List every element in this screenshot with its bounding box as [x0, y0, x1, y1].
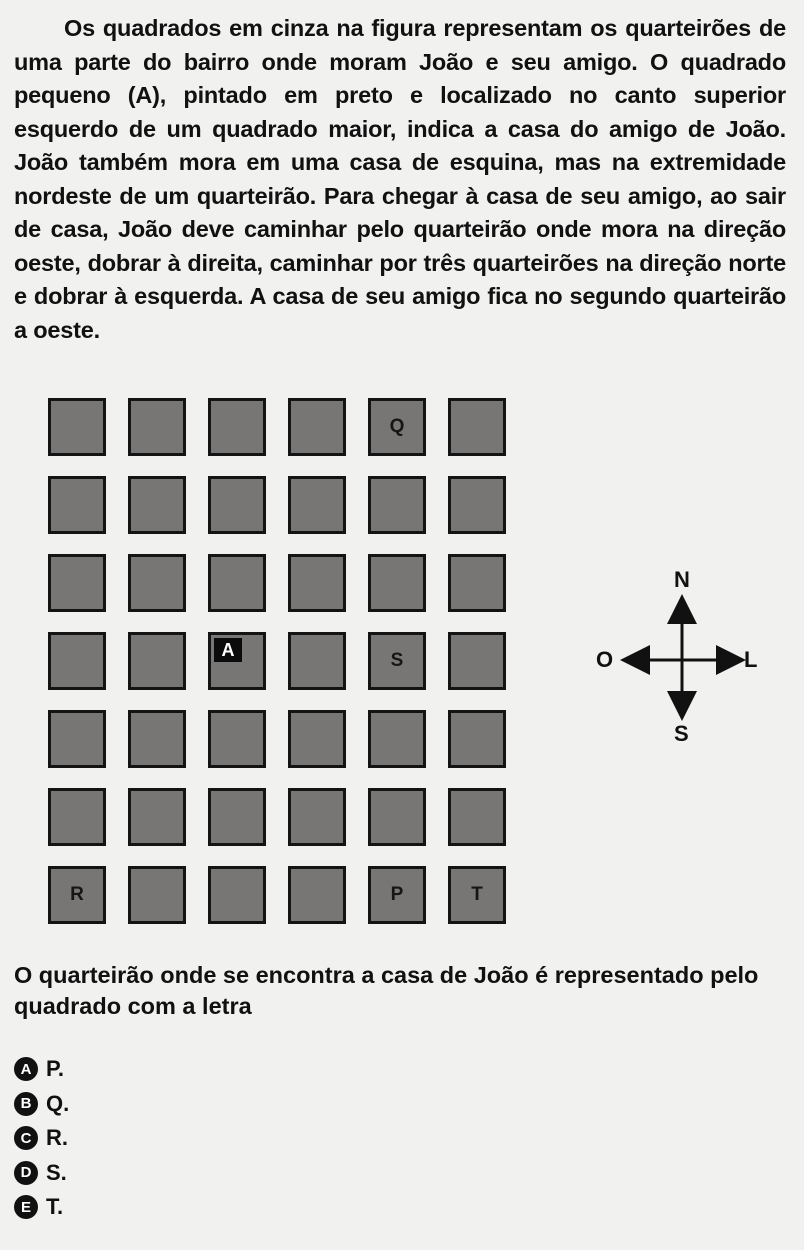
city-block: [288, 398, 346, 456]
option-e-badge: E: [14, 1195, 38, 1219]
city-block: [368, 554, 426, 612]
option-a-badge: A: [14, 1057, 38, 1081]
city-block: [48, 554, 106, 612]
city-block: [448, 398, 506, 456]
option-e[interactable]: [14, 1190, 69, 1225]
statement-text: Os quadrados em cinza na figura representam os quarteirões de uma parte do bairro onde moram João e seu amigo. O quadrado pequeno (A), pintado em preto e localizado no canto superior esquerdo de um quadrado maior, indica a casa do amigo de João. João também mora em uma casa de esquina, mas na extremidade nordeste de um quarteirão. Para chegar à casa de seu amigo, ao sair de casa, João deve caminhar pelo quarteirão onde mora na direção oeste, dobrar à direita, caminhar por três quarteirões na direção norte e dobrar à esquerda. A casa de seu amigo fica no segundo quarteirão a oeste.: [14, 15, 786, 343]
option-a-text: P.: [46, 1056, 64, 1082]
compass-rose: [594, 565, 769, 755]
option-c[interactable]: [14, 1121, 69, 1156]
option-e-text: T.: [46, 1194, 64, 1220]
option-b-badge: B: [14, 1092, 38, 1116]
city-block: [448, 554, 506, 612]
option-d-text: S.: [46, 1159, 67, 1185]
city-block: [128, 788, 186, 846]
option-b-text: Q.: [46, 1090, 70, 1116]
city-block: [48, 710, 106, 768]
city-block: [208, 476, 266, 534]
answer-options: [14, 1052, 69, 1225]
city-block: [288, 866, 346, 924]
city-block: [288, 476, 346, 534]
city-block: [128, 554, 186, 612]
option-c-badge: C: [14, 1126, 38, 1150]
option-d-badge: D: [14, 1161, 38, 1185]
city-block: [368, 398, 426, 456]
option-a[interactable]: [14, 1052, 69, 1087]
city-block: [288, 710, 346, 768]
city-block: [208, 398, 266, 456]
city-block: [208, 710, 266, 768]
compass-east-label: L: [744, 647, 758, 672]
city-block: [208, 788, 266, 846]
city-block: [128, 398, 186, 456]
problem-statement: [14, 12, 786, 347]
city-block: [368, 866, 426, 924]
city-block: [48, 632, 106, 690]
block-label: T: [471, 884, 483, 905]
compass-south-label: S: [674, 721, 689, 746]
block-label: P: [390, 884, 404, 905]
city-block: [208, 632, 266, 690]
city-block: [128, 476, 186, 534]
city-block: [128, 710, 186, 768]
city-block: [288, 788, 346, 846]
city-block: [368, 788, 426, 846]
compass-north-label: N: [674, 567, 690, 592]
city-block: [448, 476, 506, 534]
city-block: [128, 866, 186, 924]
city-block: [288, 632, 346, 690]
option-b[interactable]: [14, 1087, 69, 1122]
city-block: [368, 476, 426, 534]
compass-west-label: O: [596, 647, 614, 672]
city-block: [208, 866, 266, 924]
option-c-text: R.: [46, 1125, 68, 1151]
city-block: [368, 632, 426, 690]
city-block: [368, 710, 426, 768]
city-block: [48, 788, 106, 846]
block-map: [48, 398, 510, 905]
city-block: [48, 398, 106, 456]
block-label: S: [390, 650, 404, 671]
block-label: R: [70, 884, 84, 905]
city-block: [448, 632, 506, 690]
city-block: [288, 554, 346, 612]
city-block: [128, 632, 186, 690]
city-block: [48, 476, 106, 534]
friend-house-marker: A: [214, 638, 242, 662]
city-block: [448, 788, 506, 846]
city-block: [448, 866, 506, 924]
block-label: Q: [389, 416, 405, 437]
option-d[interactable]: [14, 1156, 69, 1191]
question-text: O quarteirão onde se encontra a casa de João é representado pelo quadrado com a letra: [14, 962, 759, 1019]
city-block: [208, 554, 266, 612]
city-block: [448, 710, 506, 768]
city-block: [48, 866, 106, 924]
